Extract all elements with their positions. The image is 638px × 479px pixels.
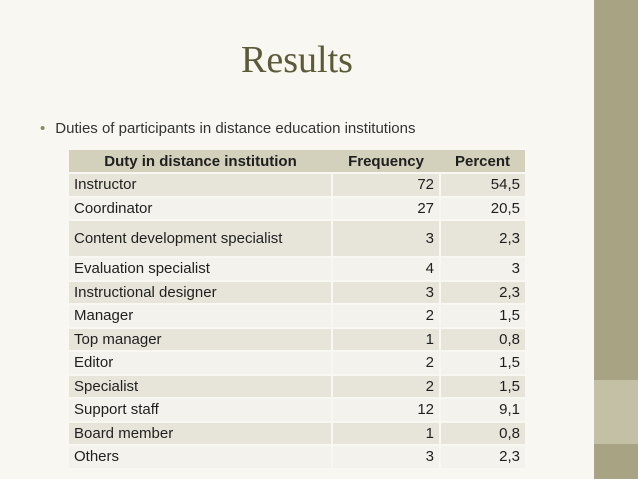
duty-cell: Board member bbox=[69, 422, 332, 446]
table-row bbox=[69, 220, 525, 257]
table-row bbox=[69, 328, 525, 352]
percent-cell: 1,5 bbox=[440, 351, 525, 375]
percent-cell: 3 bbox=[440, 257, 525, 281]
table-row bbox=[69, 398, 525, 422]
bullet-item bbox=[40, 120, 415, 137]
percent-cell: 2,3 bbox=[440, 220, 525, 257]
header-frequency: Frequency bbox=[332, 150, 440, 173]
duty-cell: Evaluation specialist bbox=[69, 257, 332, 281]
frequency-cell: 2 bbox=[332, 351, 440, 375]
table-row bbox=[69, 281, 525, 305]
percent-cell: 1,5 bbox=[440, 375, 525, 399]
frequency-cell: 12 bbox=[332, 398, 440, 422]
bullet-icon: • bbox=[40, 120, 46, 137]
table-row bbox=[69, 173, 525, 197]
duty-cell: Instructor bbox=[69, 173, 332, 197]
frequency-cell: 72 bbox=[332, 173, 440, 197]
duty-cell: Content development specialist bbox=[69, 220, 332, 257]
percent-cell: 9,1 bbox=[440, 398, 525, 422]
table-row bbox=[69, 375, 525, 399]
frequency-cell: 3 bbox=[332, 220, 440, 257]
bullet-text: Duties of participants in distance education institutions bbox=[55, 120, 416, 137]
percent-cell: 2,3 bbox=[440, 281, 525, 305]
duty-cell: Instructional designer bbox=[69, 281, 332, 305]
duty-cell: Support staff bbox=[69, 398, 332, 422]
table-row bbox=[69, 257, 525, 281]
duty-cell: Top manager bbox=[69, 328, 332, 352]
duty-cell: Specialist bbox=[69, 375, 332, 399]
duty-cell: Others bbox=[69, 445, 332, 468]
frequency-cell: 1 bbox=[332, 328, 440, 352]
accent-side-block bbox=[594, 380, 638, 444]
table-row bbox=[69, 197, 525, 221]
percent-cell: 2,3 bbox=[440, 445, 525, 468]
frequency-cell: 1 bbox=[332, 422, 440, 446]
slide-title: Results bbox=[241, 39, 353, 81]
duties-table bbox=[69, 150, 525, 468]
table-row bbox=[69, 351, 525, 375]
table-header-row bbox=[69, 150, 525, 173]
frequency-cell: 2 bbox=[332, 304, 440, 328]
table-row bbox=[69, 304, 525, 328]
frequency-cell: 4 bbox=[332, 257, 440, 281]
percent-cell: 20,5 bbox=[440, 197, 525, 221]
frequency-cell: 27 bbox=[332, 197, 440, 221]
duty-cell: Editor bbox=[69, 351, 332, 375]
table-row bbox=[69, 445, 525, 468]
duty-cell: Manager bbox=[69, 304, 332, 328]
frequency-cell: 3 bbox=[332, 281, 440, 305]
percent-cell: 0,8 bbox=[440, 328, 525, 352]
percent-cell: 0,8 bbox=[440, 422, 525, 446]
percent-cell: 54,5 bbox=[440, 173, 525, 197]
frequency-cell: 3 bbox=[332, 445, 440, 468]
table-row bbox=[69, 422, 525, 446]
percent-cell: 1,5 bbox=[440, 304, 525, 328]
header-percent: Percent bbox=[440, 150, 525, 173]
header-duty: Duty in distance institution bbox=[69, 150, 332, 173]
duty-cell: Coordinator bbox=[69, 197, 332, 221]
frequency-cell: 2 bbox=[332, 375, 440, 399]
